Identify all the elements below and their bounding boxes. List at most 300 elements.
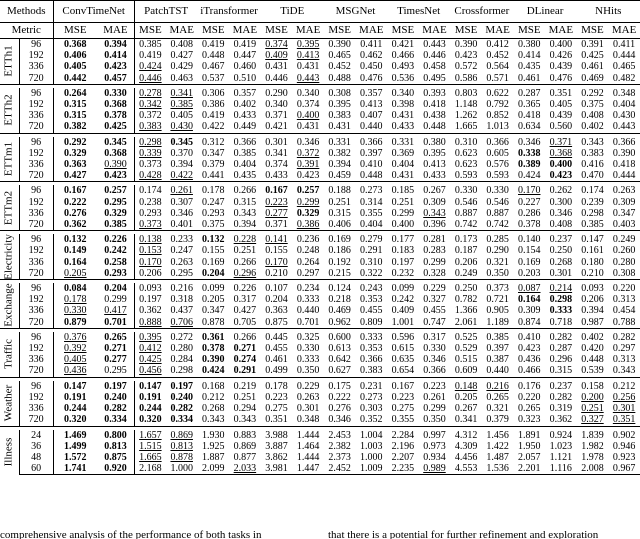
value-cell: 0.318	[170, 294, 193, 306]
table-row	[0, 452, 640, 463]
value-cell: 0.461	[581, 61, 604, 73]
value-cell: 0.296	[233, 267, 257, 279]
value-cell: 0.418	[612, 159, 636, 171]
value-cell: 0.390	[328, 39, 351, 50]
value-cell: 0.792	[486, 99, 509, 111]
value-cell: 0.424	[518, 170, 541, 182]
value-cell: 0.233	[170, 234, 193, 246]
value-cell: 0.875	[97, 452, 134, 463]
value-cell: 0.416	[581, 159, 604, 171]
value-cell: 0.330	[97, 88, 134, 99]
value-cell: 0.411	[360, 39, 383, 50]
table-row	[0, 50, 640, 61]
value-cell: 0.371	[265, 110, 288, 122]
value-cell: 0.242	[97, 245, 134, 256]
value-cell: 0.447	[233, 50, 257, 62]
value-cell: 0.223	[265, 391, 288, 403]
value-cell: 0.265	[97, 332, 134, 343]
metric-header-mse: MSE	[134, 23, 166, 39]
table-row	[0, 39, 640, 51]
value-cell: 0.295	[97, 197, 134, 208]
value-cell: 0.351	[612, 414, 636, 426]
value-cell: 0.461	[518, 72, 541, 84]
value-cell: 0.418	[518, 110, 541, 122]
value-cell: 0.234	[296, 283, 320, 295]
table-row	[0, 463, 640, 475]
value-cell: 0.425	[139, 354, 162, 366]
horizon-cell: 336	[19, 159, 53, 170]
value-cell: 2.373	[328, 451, 351, 463]
metric-header-mae: MAE	[292, 23, 324, 39]
value-cell: 0.251	[581, 403, 604, 415]
table-row	[0, 294, 640, 305]
value-cell: 0.249	[454, 267, 478, 279]
value-cell: 3.988	[265, 429, 288, 441]
value-cell: 0.967	[608, 463, 640, 475]
value-cell: 0.431	[391, 170, 415, 182]
value-cell: 0.613	[328, 343, 351, 355]
value-cell: 0.386	[202, 99, 225, 111]
table-row	[0, 430, 640, 441]
value-cell: 0.272	[170, 331, 193, 343]
value-cell: 0.401	[170, 219, 193, 231]
value-cell: 0.458	[423, 61, 446, 73]
value-cell: 0.343	[233, 414, 257, 426]
value-cell: 0.265	[518, 403, 541, 415]
value-cell: 0.419	[233, 39, 257, 50]
metric-header-mae: MAE	[166, 23, 198, 39]
value-cell: 2.057	[518, 451, 541, 463]
value-cell: 0.596	[391, 331, 415, 343]
value-cell: 0.400	[296, 110, 320, 122]
value-cell: 0.488	[328, 72, 351, 84]
value-cell: 0.883	[233, 429, 257, 441]
value-cell: 0.188	[328, 185, 351, 197]
value-cell: 0.422	[202, 121, 225, 133]
value-cell: 0.283	[423, 245, 446, 257]
value-cell: 0.333	[296, 354, 320, 366]
value-cell: 0.395	[423, 147, 446, 159]
dataset-name: Traffic	[2, 339, 15, 370]
value-cell: 0.340	[391, 87, 415, 99]
value-cell: 0.333	[296, 294, 320, 306]
value-cell: 0.433	[233, 110, 257, 122]
value-cell: 0.257	[296, 185, 320, 197]
value-cell: 0.369	[391, 147, 415, 159]
table-row	[0, 403, 640, 414]
value-cell: 0.400	[391, 219, 415, 231]
value-cell: 0.263	[296, 391, 320, 403]
value-cell: 0.284	[170, 354, 193, 366]
value-cell: 0.390	[202, 354, 225, 366]
metric-header-mse: MSE	[577, 23, 609, 39]
horizon-cell: 720	[19, 219, 53, 231]
dataset-label	[0, 332, 19, 377]
value-cell: 0.232	[391, 267, 415, 279]
value-cell: 0.446	[265, 72, 288, 84]
value-cell: 0.191	[139, 391, 162, 403]
dataset-label	[0, 381, 19, 426]
value-cell: 0.431	[391, 110, 415, 122]
value-cell: 0.443	[423, 39, 446, 50]
value-cell: 0.362	[139, 305, 162, 317]
value-cell: 0.463	[170, 72, 193, 84]
value-cell: 0.869	[170, 429, 193, 441]
value-cell: 0.093	[581, 283, 604, 295]
value-cell: 0.397	[360, 147, 383, 159]
value-cell: 0.403	[612, 219, 636, 231]
dataset-label	[0, 234, 19, 279]
value-cell: 0.303	[360, 403, 383, 415]
value-cell: 0.301	[265, 136, 288, 148]
model-header-timesnet: TimesNet	[387, 1, 450, 23]
horizon-cell: 96	[19, 88, 53, 99]
value-cell: 0.212	[202, 391, 225, 403]
value-cell: 0.576	[486, 159, 509, 171]
value-cell: 0.536	[391, 72, 415, 84]
value-cell: 0.436	[64, 365, 87, 377]
value-cell: 1.013	[486, 121, 509, 133]
value-cell: 0.220	[518, 391, 541, 403]
horizon-cell: 336	[19, 257, 53, 268]
value-cell: 0.140	[518, 234, 541, 246]
table-row	[0, 381, 640, 392]
dataset-name: Weather	[2, 384, 15, 422]
horizon-cell: 720	[19, 365, 53, 377]
value-cell: 0.430	[612, 110, 636, 122]
value-cell: 0.440	[360, 121, 383, 133]
value-cell: 1.121	[549, 451, 573, 463]
value-cell: 0.446	[423, 50, 446, 62]
value-cell: 0.461	[265, 354, 288, 366]
value-cell: 3.887	[265, 440, 288, 452]
value-cell: 0.176	[518, 380, 541, 392]
value-cell: 0.295	[97, 365, 134, 377]
horizon-cell: 96	[19, 381, 53, 392]
value-cell: 0.454	[612, 305, 636, 317]
value-cell: 0.338	[518, 147, 541, 159]
horizon-cell: 720	[19, 317, 53, 329]
dataset-name: ETTh2	[2, 94, 15, 126]
value-cell: 0.376	[64, 331, 87, 343]
value-cell: 0.282	[612, 331, 636, 343]
value-cell: 0.493	[391, 61, 415, 73]
value-cell: 1.004	[360, 429, 383, 441]
table-row	[0, 234, 640, 245]
value-cell: 0.277	[97, 354, 134, 365]
value-cell: 1.447	[292, 463, 324, 475]
value-cell: 0.405	[64, 61, 87, 73]
value-cell: 1.444	[296, 451, 320, 463]
value-cell: 0.329	[64, 147, 87, 159]
dataset-label	[0, 185, 19, 230]
value-cell: 1.665	[454, 121, 478, 133]
value-cell: 1.469	[64, 429, 87, 441]
model-header-nhits: NHits	[577, 1, 640, 23]
value-cell: 0.391	[581, 39, 604, 50]
value-cell: 1.023	[549, 440, 573, 452]
value-cell: 0.267	[423, 185, 446, 197]
value-cell: 0.427	[170, 50, 193, 62]
value-cell: 0.382	[328, 147, 351, 159]
table-row	[0, 268, 640, 280]
value-cell: 0.373	[139, 219, 162, 231]
value-cell: 0.466	[391, 50, 415, 62]
horizon-cell: 96	[19, 39, 53, 51]
value-cell: 0.887	[486, 207, 509, 219]
metric-header-mse: MSE	[387, 23, 419, 39]
value-cell: 0.392	[64, 343, 87, 355]
value-cell: 0.357	[233, 87, 257, 99]
value-cell: 0.141	[265, 234, 288, 246]
value-cell: 0.205	[64, 267, 87, 279]
value-cell: 0.158	[581, 380, 604, 392]
value-cell: 0.301	[296, 403, 320, 415]
value-cell: 0.564	[486, 61, 509, 73]
value-cell: 0.251	[233, 245, 257, 257]
value-cell: 0.448	[423, 121, 446, 133]
horizon-cell: 192	[19, 245, 53, 256]
value-cell: 0.593	[454, 170, 478, 182]
value-cell: 0.345	[170, 136, 193, 148]
value-cell: 0.627	[328, 365, 351, 377]
value-cell: 0.266	[233, 256, 257, 268]
value-cell: 0.361	[202, 331, 225, 343]
value-cell: 0.427	[233, 305, 257, 317]
value-cell: 0.212	[612, 380, 636, 392]
value-cell: 0.482	[612, 72, 636, 84]
value-cell: 0.299	[391, 207, 415, 219]
value-cell: 0.331	[391, 136, 415, 148]
value-cell: 0.330	[454, 185, 478, 197]
value-cell: 0.206	[581, 294, 604, 306]
value-cell: 0.431	[296, 121, 320, 133]
value-cell: 0.424	[202, 365, 225, 377]
value-cell: 0.920	[97, 463, 134, 475]
value-cell: 0.934	[423, 451, 446, 463]
value-cell: 0.395	[296, 39, 320, 50]
value-cell: 0.299	[296, 196, 320, 208]
value-cell: 0.455	[360, 305, 383, 317]
value-cell: 0.440	[486, 365, 509, 377]
value-cell: 0.455	[423, 305, 446, 317]
value-cell: 0.469	[328, 305, 351, 317]
value-cell: 0.251	[391, 196, 415, 208]
value-cell: 0.292	[64, 136, 87, 148]
value-cell: 0.294	[233, 403, 257, 415]
value-cell: 0.394	[328, 159, 351, 171]
value-cell: 0.529	[454, 343, 478, 355]
value-cell: 0.396	[423, 219, 446, 231]
table-row	[0, 61, 640, 72]
value-cell: 0.268	[549, 256, 573, 268]
value-cell: 0.308	[328, 87, 351, 99]
value-cell: 0.852	[486, 110, 509, 122]
value-cell: 0.393	[423, 87, 446, 99]
value-cell: 0.333	[549, 305, 573, 317]
value-cell: 0.368	[64, 39, 87, 50]
value-cell: 1.464	[296, 440, 320, 452]
value-cell: 0.177	[391, 234, 415, 246]
value-cell: 0.875	[265, 316, 288, 328]
value-cell: 0.446	[139, 72, 162, 84]
value-cell: 1.148	[454, 99, 478, 111]
value-cell: 0.330	[486, 185, 509, 197]
value-cell: 0.374	[296, 99, 320, 111]
value-cell: 0.383	[139, 121, 162, 133]
value-cell: 0.414	[518, 50, 541, 62]
value-cell: 0.605	[486, 147, 509, 159]
metric-header-mse: MSE	[261, 23, 293, 39]
value-cell: 1.950	[518, 440, 541, 452]
horizon-cell: 96	[19, 137, 53, 148]
value-cell: 0.455	[265, 343, 288, 355]
value-cell: 0.395	[139, 331, 162, 343]
value-cell: 0.206	[454, 256, 478, 268]
value-cell: 0.292	[581, 87, 604, 99]
value-cell: 0.721	[486, 294, 509, 306]
value-cell: 0.380	[423, 136, 446, 148]
horizon-cell: 96	[19, 234, 53, 245]
table-row	[0, 317, 640, 329]
table-row	[0, 441, 640, 452]
value-cell: 0.277	[265, 207, 288, 219]
horizon-cell: 336	[19, 61, 53, 72]
value-cell: 0.368	[97, 99, 134, 110]
value-cell: 0.813	[97, 441, 134, 452]
value-cell: 0.431	[296, 61, 320, 73]
value-cell: 0.138	[139, 234, 162, 246]
value-cell: 1.925	[202, 440, 225, 452]
value-cell: 0.341	[170, 87, 193, 99]
value-cell: 0.315	[328, 207, 351, 219]
value-cell: 0.623	[454, 159, 478, 171]
value-cell: 0.205	[454, 391, 478, 403]
value-cell: 0.363	[64, 159, 87, 171]
value-cell: 0.087	[518, 283, 541, 295]
value-cell: 0.244	[64, 403, 87, 415]
value-cell: 0.268	[202, 403, 225, 415]
value-cell: 0.313	[612, 354, 636, 366]
value-cell: 0.457	[97, 73, 134, 85]
value-cell: 0.404	[612, 99, 636, 111]
value-cell: 0.705	[233, 316, 257, 328]
model-header-patchtst: PatchTST	[134, 1, 197, 23]
value-cell: 0.200	[581, 391, 604, 403]
value-cell: 0.405	[549, 99, 573, 111]
metric-header-mse: MSE	[450, 23, 482, 39]
value-cell: 0.962	[328, 316, 351, 328]
value-cell: 0.400	[549, 159, 573, 171]
value-cell: 0.387	[486, 354, 509, 366]
value-cell: 0.167	[265, 185, 288, 197]
value-cell: 0.325	[296, 331, 320, 343]
value-cell: 0.363	[265, 305, 288, 317]
horizon-cell: 336	[19, 305, 53, 316]
value-cell: 0.465	[328, 50, 351, 62]
value-cell: 0.355	[391, 414, 415, 426]
value-cell: 1.189	[486, 316, 509, 328]
value-cell: 0.408	[581, 110, 604, 122]
horizon-cell: 720	[19, 121, 53, 133]
model-header-crossformer: Crossformer	[450, 1, 513, 23]
value-cell: 0.466	[518, 365, 541, 377]
value-cell: 0.301	[612, 403, 636, 415]
horizon-cell: 720	[19, 73, 53, 85]
value-cell: 0.205	[202, 294, 225, 306]
value-cell: 0.476	[549, 72, 573, 84]
value-cell: 0.813	[170, 440, 193, 452]
value-cell: 0.169	[202, 256, 225, 268]
value-cell: 0.433	[391, 121, 415, 133]
value-cell: 0.222	[328, 391, 351, 403]
value-cell: 0.223	[423, 380, 446, 392]
value-cell: 0.378	[202, 343, 225, 355]
value-cell: 2.099	[198, 463, 230, 475]
value-cell: 0.368	[97, 148, 134, 159]
table-row	[0, 110, 640, 121]
value-cell: 0.351	[549, 87, 573, 99]
value-cell: 0.438	[423, 110, 446, 122]
value-cell: 0.888	[139, 316, 162, 328]
value-cell: 0.407	[360, 110, 383, 122]
value-cell: 0.247	[170, 245, 193, 257]
value-cell: 0.409	[265, 50, 288, 62]
value-cell: 1.978	[581, 451, 604, 463]
value-cell: 0.742	[486, 219, 509, 231]
value-cell: 2.008	[577, 463, 609, 475]
value-cell: 0.170	[265, 256, 288, 268]
value-cell: 0.421	[391, 39, 415, 50]
value-cell: 0.300	[549, 196, 573, 208]
value-cell: 0.314	[360, 196, 383, 208]
value-cell: 0.248	[296, 245, 320, 257]
value-cell: 0.424	[139, 61, 162, 73]
value-cell: 0.346	[296, 136, 320, 148]
value-cell: 0.622	[486, 87, 509, 99]
value-cell: 0.257	[97, 185, 134, 196]
value-cell: 0.350	[423, 414, 446, 426]
value-cell: 0.433	[423, 170, 446, 182]
header-row-metrics	[0, 23, 640, 39]
value-cell: 0.878	[202, 316, 225, 328]
value-cell: 0.347	[202, 147, 225, 159]
value-cell: 0.445	[265, 331, 288, 343]
value-cell: 0.147	[581, 234, 604, 246]
value-cell: 0.448	[581, 354, 604, 366]
value-cell: 4.553	[450, 463, 482, 475]
table-row	[0, 170, 640, 182]
metric-header-mse: MSE	[198, 23, 230, 39]
value-cell: 0.263	[170, 256, 193, 268]
value-cell: 0.132	[64, 234, 87, 246]
value-cell: 0.413	[296, 50, 320, 62]
value-cell: 0.436	[518, 354, 541, 366]
value-cell: 0.902	[612, 429, 636, 441]
value-cell: 0.431	[265, 61, 288, 73]
value-cell: 0.459	[328, 170, 351, 182]
value-cell: 0.373	[139, 159, 162, 171]
horizon-cell: 60	[19, 463, 53, 475]
value-cell: 0.433	[265, 170, 288, 182]
value-cell: 0.161	[581, 245, 604, 257]
value-cell: 0.323	[518, 414, 541, 426]
dataset-label	[0, 39, 19, 85]
value-cell: 0.406	[328, 219, 351, 231]
value-cell: 0.298	[581, 207, 604, 219]
value-cell: 1.741	[53, 463, 97, 475]
table-row	[0, 257, 640, 268]
